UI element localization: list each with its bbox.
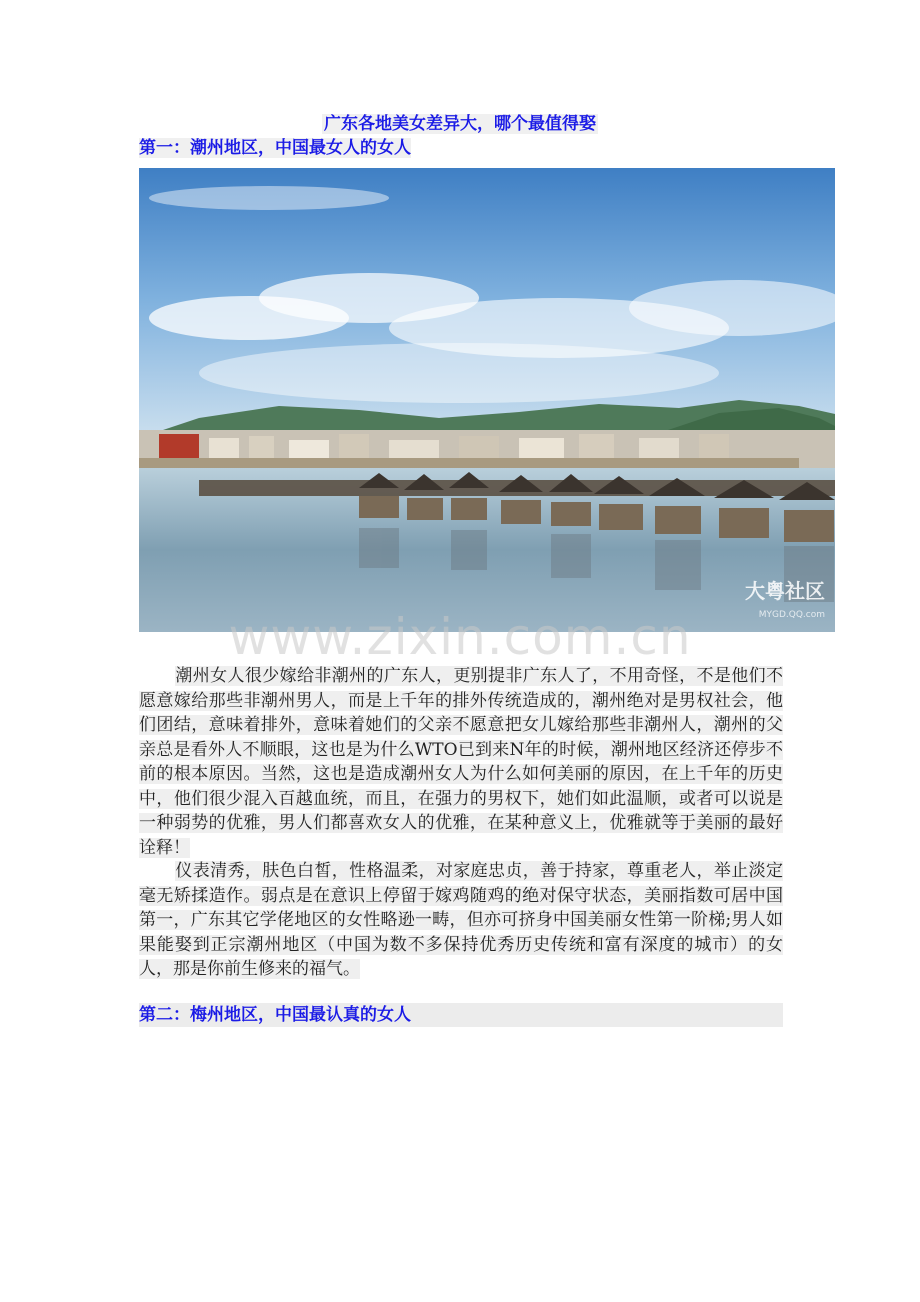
document-title [0,112,920,136]
section-1-heading-text: 第一：潮州地区，中国最女人的女人 [139,138,411,158]
photo-watermark-brand: 大粤社区 [745,579,825,603]
paragraph-1-text: 潮州女人很少嫁给非潮州的广东人，更别提非广东人了，不用奇怪，不是他们不愿意嫁给那些非潮州男人，而是上千年的排外传统造成的，潮州绝对是男权社会，他们团结，意味着排外，意味着她们的父亲不愿意把女儿嫁给那些非潮州人，潮州的父亲总是看外人不顺眼，这也是为什么WTO已到来N年的时候，潮州地区经济还停步不前的根本原因。当然，这也是造成潮州女人为什么如何美丽的原因，在上千年的历史中，他们很少混入百越血统，而且，在强力的男权下，她们如此温顺，或者可以说是一种弱势的优雅，男人们都喜欢女人的优雅，在某种意义上，优雅就等于美丽的最好诠释！ [139,666,783,858]
page-watermark: www.zixin.com.cn [228,608,692,666]
document-title-text: 广东各地美女差异大，哪个最值得娶 [324,114,596,134]
section-2-heading: 第二：梅州地区，中国最认真的女人 [139,1003,783,1027]
photo-watermark-url: MYGD.QQ.com [758,610,825,620]
section-1-heading [139,136,411,160]
bridge-photo-image [139,168,835,632]
paragraph-1 [139,664,783,860]
bridge-photo [139,168,835,632]
paragraph-2-text: 仪表清秀，肤色白皙，性格温柔，对家庭忠贞，善于持家，尊重老人，举止淡定毫无矫揉造作。弱点是在意识上停留于嫁鸡随鸡的绝对保守状态，美丽指数可居中国第一，广东其它学佬地区的女性略逊一畴，但亦可挤身中国美丽女性第一阶梯;男人如果能娶到正宗潮州地区（中国为数不多保持优秀历史传统和富有深度的城市）的女人，那是你前生修来的福气。 [139,861,783,979]
paragraph-2 [139,859,783,982]
